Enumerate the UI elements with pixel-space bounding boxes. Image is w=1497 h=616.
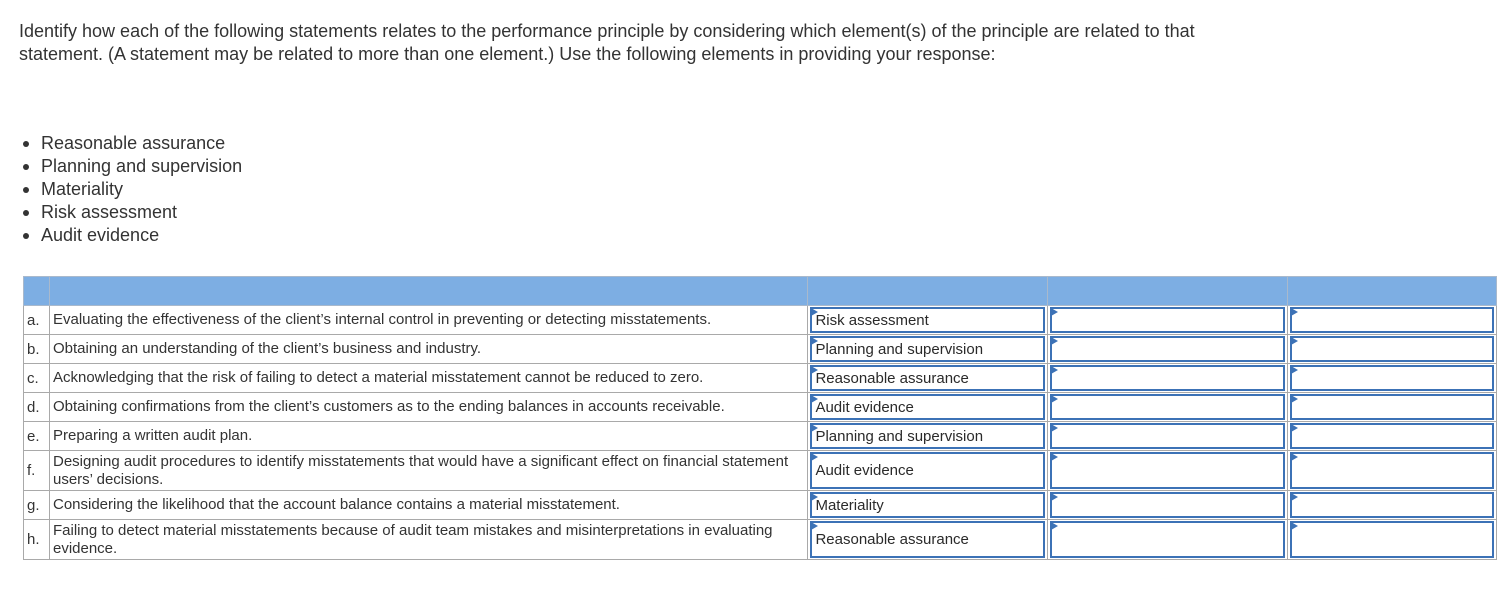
dropdown-marker-icon xyxy=(1051,453,1058,461)
answer-value: Risk assessment xyxy=(815,311,929,329)
answer-dropdown[interactable] xyxy=(1050,394,1285,420)
table-row xyxy=(24,422,1497,451)
instructions-text: Identify how each of the following statements relates to the performance principle by considering which element(s) of the principle are related to that statement. (A statement may be related to more than one element.) Use the following elements in providing your response: xyxy=(19,21,1195,64)
dropdown-marker-icon xyxy=(811,493,818,501)
answer-dropdown[interactable] xyxy=(1290,492,1494,518)
dropdown-marker-icon xyxy=(1291,366,1298,374)
answer-cell xyxy=(1288,306,1497,335)
dropdown-marker-icon xyxy=(1291,308,1298,316)
row-letter: f. xyxy=(24,451,50,491)
dropdown-marker-icon xyxy=(1051,493,1058,501)
header-cell xyxy=(808,277,1048,306)
answer-dropdown[interactable] xyxy=(810,521,1045,558)
answer-value: Planning and supervision xyxy=(815,427,984,445)
row-statement: Failing to detect material misstatements because of audit team mistakes and misinterpretations in evaluating evidence. xyxy=(49,520,807,560)
table-row xyxy=(24,306,1497,335)
table-row xyxy=(24,451,1497,491)
answer-table xyxy=(23,276,1497,560)
answer-cell xyxy=(808,306,1048,335)
row-letter: h. xyxy=(24,520,50,560)
answer-cell xyxy=(1288,491,1497,520)
answer-dropdown[interactable] xyxy=(810,336,1045,362)
answer-cell xyxy=(1048,364,1288,393)
dropdown-marker-icon xyxy=(811,424,818,432)
answer-cell xyxy=(1048,422,1288,451)
answer-dropdown[interactable] xyxy=(1290,336,1494,362)
answer-dropdown[interactable] xyxy=(1050,452,1285,489)
answer-cell xyxy=(1048,393,1288,422)
dropdown-marker-icon xyxy=(811,453,818,461)
answer-dropdown[interactable] xyxy=(1290,307,1494,333)
dropdown-marker-icon xyxy=(811,337,818,345)
table-row xyxy=(24,491,1497,520)
table-row xyxy=(24,335,1497,364)
answer-dropdown[interactable] xyxy=(1290,394,1494,420)
answer-cell xyxy=(808,393,1048,422)
answer-dropdown[interactable] xyxy=(1050,307,1285,333)
row-letter: a. xyxy=(24,306,50,335)
dropdown-marker-icon xyxy=(1051,522,1058,530)
dropdown-marker-icon xyxy=(1051,424,1058,432)
answer-dropdown[interactable] xyxy=(1050,423,1285,449)
list-item: Audit evidence xyxy=(19,224,242,247)
bullet-icon xyxy=(23,164,29,170)
answer-cell xyxy=(1288,520,1497,560)
bullet-icon xyxy=(23,187,29,193)
answer-dropdown[interactable] xyxy=(1050,336,1285,362)
row-statement: Obtaining confirmations from the client’s customers as to the ending balances in accounts receivable. xyxy=(49,393,807,422)
bullet-icon xyxy=(23,141,29,147)
answer-dropdown[interactable] xyxy=(810,452,1045,489)
dropdown-marker-icon xyxy=(811,395,818,403)
answer-cell xyxy=(1288,451,1497,491)
answer-cell xyxy=(808,364,1048,393)
dropdown-marker-icon xyxy=(1291,453,1298,461)
answer-cell xyxy=(1048,520,1288,560)
answer-cell xyxy=(1048,451,1288,491)
row-statement: Considering the likelihood that the account balance contains a material misstatement. xyxy=(49,491,807,520)
table-row xyxy=(24,393,1497,422)
row-letter: c. xyxy=(24,364,50,393)
table-header-row xyxy=(24,277,1497,306)
dropdown-marker-icon xyxy=(1051,308,1058,316)
row-statement: Designing audit procedures to identify misstatements that would have a significant effect on financial statement users’ decisions. xyxy=(49,451,807,491)
dropdown-marker-icon xyxy=(1051,395,1058,403)
answer-value: Audit evidence xyxy=(815,398,914,416)
answer-dropdown[interactable] xyxy=(810,365,1045,391)
bullet-icon xyxy=(23,210,29,216)
dropdown-marker-icon xyxy=(1291,493,1298,501)
answer-cell xyxy=(808,422,1048,451)
bullet-icon xyxy=(23,233,29,239)
header-cell xyxy=(49,277,807,306)
answer-dropdown[interactable] xyxy=(1050,492,1285,518)
answer-cell xyxy=(1288,335,1497,364)
answer-value: Reasonable assurance xyxy=(815,531,969,548)
header-cell xyxy=(1048,277,1288,306)
dropdown-marker-icon xyxy=(811,522,818,530)
answer-cell xyxy=(1288,393,1497,422)
answer-cell xyxy=(1048,306,1288,335)
list-item: Planning and supervision xyxy=(19,155,242,178)
list-item: Materiality xyxy=(19,178,242,201)
dropdown-marker-icon xyxy=(811,308,818,316)
header-cell xyxy=(24,277,50,306)
answer-cell xyxy=(808,491,1048,520)
answer-cell xyxy=(1048,335,1288,364)
answer-cell xyxy=(1288,364,1497,393)
answer-cell xyxy=(808,451,1048,491)
answer-cell xyxy=(1288,422,1497,451)
answer-cell xyxy=(808,335,1048,364)
answer-dropdown[interactable] xyxy=(810,307,1045,333)
row-letter: b. xyxy=(24,335,50,364)
dropdown-marker-icon xyxy=(1291,424,1298,432)
row-statement: Evaluating the effectiveness of the client’s internal control in preventing or detecting misstatements. xyxy=(49,306,807,335)
row-letter: g. xyxy=(24,491,50,520)
table-row xyxy=(24,364,1497,393)
answer-value: Materiality xyxy=(815,496,884,514)
row-statement: Preparing a written audit plan. xyxy=(49,422,807,451)
answer-cell xyxy=(808,520,1048,560)
answer-dropdown[interactable] xyxy=(1050,365,1285,391)
list-item: Risk assessment xyxy=(19,201,242,224)
dropdown-marker-icon xyxy=(1291,522,1298,530)
row-statement: Acknowledging that the risk of failing to detect a material misstatement cannot be reduced to zero. xyxy=(49,364,807,393)
dropdown-marker-icon xyxy=(1051,337,1058,345)
answer-dropdown[interactable] xyxy=(1050,521,1285,558)
dropdown-marker-icon xyxy=(1291,395,1298,403)
answer-cell xyxy=(1048,491,1288,520)
answer-value: Reasonable assurance xyxy=(815,369,969,387)
elements-list xyxy=(19,132,242,247)
answer-dropdown[interactable] xyxy=(810,492,1045,518)
dropdown-marker-icon xyxy=(811,366,818,374)
answer-dropdown[interactable] xyxy=(1290,365,1494,391)
row-letter: d. xyxy=(24,393,50,422)
dropdown-marker-icon xyxy=(1051,366,1058,374)
answer-dropdown[interactable] xyxy=(1290,521,1494,558)
list-item: Reasonable assurance xyxy=(19,132,242,155)
answer-dropdown[interactable] xyxy=(1290,452,1494,489)
answer-dropdown[interactable] xyxy=(810,423,1045,449)
answer-dropdown[interactable] xyxy=(810,394,1045,420)
row-letter: e. xyxy=(24,422,50,451)
answer-value: Audit evidence xyxy=(815,462,914,479)
dropdown-marker-icon xyxy=(1291,337,1298,345)
table-row xyxy=(24,520,1497,560)
answer-value: Planning and supervision xyxy=(815,340,984,358)
row-statement: Obtaining an understanding of the client’s business and industry. xyxy=(49,335,807,364)
header-cell xyxy=(1288,277,1497,306)
answer-dropdown[interactable] xyxy=(1290,423,1494,449)
